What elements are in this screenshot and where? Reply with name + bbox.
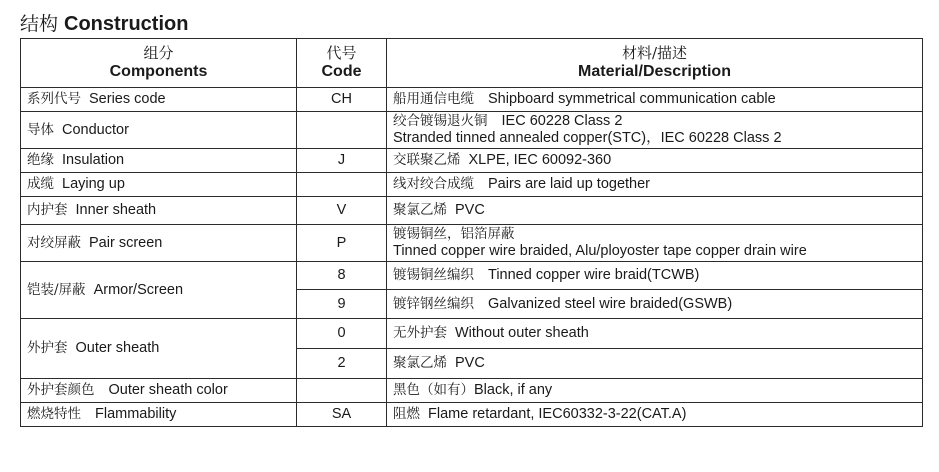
description-cell: [387, 173, 923, 197]
description-zh: 聚氯乙烯: [393, 202, 447, 218]
code-cell: 2: [297, 349, 387, 379]
description-zh: 镀锌钢丝编织: [393, 295, 474, 312]
description-cell: [387, 112, 923, 149]
description-zh: 绞合镀锡退火铜: [393, 113, 488, 129]
component-zh: 导体: [27, 121, 54, 138]
component-en: Laying up: [62, 176, 125, 192]
description-en: Without outer sheath: [455, 325, 589, 341]
component-zh: 燃烧特性: [27, 406, 81, 422]
table-row: [21, 88, 923, 112]
description-en: IEC 60228 Class 2: [501, 113, 623, 129]
table-row: [21, 319, 923, 349]
component-zh: 对绞屏蔽: [27, 234, 81, 251]
component-zh: 外护套: [27, 340, 68, 356]
component-en: Insulation: [62, 152, 125, 168]
description-cell: [387, 319, 923, 349]
description-en: Stranded tinned annealed copper(STC)，IEC 60228 Class 2: [393, 130, 782, 146]
section-title-en: Construction: [64, 13, 189, 35]
component-cell: [21, 262, 297, 319]
component-zh: 成缆: [27, 176, 54, 192]
component-cell: [21, 173, 297, 197]
description-en: Shipboard symmetrical communication cable: [488, 91, 776, 107]
code-cell: [297, 112, 387, 149]
component-cell: [21, 379, 297, 403]
section-title: [20, 12, 922, 36]
description-cell: [387, 149, 923, 173]
description-en: Pairs are laid up together: [488, 176, 651, 192]
code-cell: P: [297, 225, 387, 262]
component-en: Series code: [89, 91, 166, 107]
description-zh: 聚氯乙烯: [393, 355, 447, 371]
header-components: [21, 39, 297, 88]
header-components-en: Components: [109, 63, 208, 80]
component-cell: [21, 319, 297, 379]
description-zh: 船用通信电缆: [393, 91, 474, 107]
code-cell: 9: [297, 290, 387, 319]
header-material-zh: 材料/描述: [621, 44, 688, 62]
code-cell: [297, 379, 387, 403]
table-header-row: [21, 39, 923, 88]
description-cell: [387, 290, 923, 319]
description-zh: 镀锡铜丝编织: [393, 267, 474, 283]
code-cell: SA: [297, 403, 387, 427]
description-cell: [387, 262, 923, 290]
description-zh: 线对绞合成缆: [393, 176, 474, 192]
table-row: [21, 379, 923, 403]
code-cell: J: [297, 149, 387, 173]
header-material: [387, 39, 923, 88]
component-zh: 铠装/屏蔽: [27, 281, 86, 298]
construction-section: [20, 12, 922, 427]
description-cell: [387, 349, 923, 379]
construction-table: [20, 38, 923, 427]
description-cell: [387, 379, 923, 403]
section-title-zh: 结构: [20, 13, 59, 35]
component-cell: [21, 88, 297, 112]
header-material-en: Material/Description: [578, 63, 731, 80]
description-zh: 无外护套: [393, 325, 447, 341]
component-en: Armor/Screen: [93, 281, 184, 298]
table-row: [21, 149, 923, 173]
description-en: Flame retardant, IEC60332-3-22(CAT.A): [428, 406, 687, 422]
table-row: [21, 112, 923, 149]
description-cell: [387, 403, 923, 427]
component-en: Inner sheath: [75, 202, 157, 218]
component-en: Flammability: [95, 406, 177, 422]
code-cell: 0: [297, 319, 387, 349]
description-zh: 阻燃: [393, 406, 420, 422]
code-cell: V: [297, 197, 387, 225]
component-en: Pair screen: [89, 234, 163, 251]
description-zh: 黑色（如有）: [393, 382, 474, 398]
header-code-zh: 代号: [326, 44, 357, 62]
component-zh: 系列代号: [27, 91, 81, 107]
component-cell: [21, 403, 297, 427]
component-en: Conductor: [62, 121, 129, 138]
header-code-en: Code: [321, 63, 362, 80]
component-zh: 内护套: [27, 202, 68, 218]
table-row: [21, 197, 923, 225]
header-code: [297, 39, 387, 88]
component-cell: [21, 149, 297, 173]
table-row: [21, 403, 923, 427]
component-cell: [21, 112, 297, 149]
description-zh: 交联聚乙烯: [393, 152, 461, 168]
table-row: [21, 225, 923, 262]
code-cell: 8: [297, 262, 387, 290]
header-components-zh: 组分: [143, 44, 174, 62]
code-cell: [297, 173, 387, 197]
table-row: [21, 262, 923, 290]
description-zh: 镀锡铜丝，铝箔屏蔽: [393, 226, 515, 242]
component-cell: [21, 197, 297, 225]
description-cell: [387, 197, 923, 225]
component-zh: 外护套颜色: [27, 382, 95, 398]
description-en: PVC: [455, 355, 485, 371]
component-en: Outer sheath color: [108, 382, 228, 398]
description-en: XLPE, IEC 60092-360: [468, 152, 612, 168]
component-zh: 绝缘: [27, 152, 54, 168]
description-cell: [387, 88, 923, 112]
table-row: [21, 173, 923, 197]
description-cell: [387, 225, 923, 262]
description-en: Black, if any: [474, 382, 553, 398]
component-en: Outer sheath: [75, 340, 160, 356]
description-en: Tinned copper wire braid(TCWB): [488, 267, 700, 283]
component-cell: [21, 225, 297, 262]
description-en: Galvanized steel wire braided(GSWB): [488, 295, 733, 312]
code-cell: CH: [297, 88, 387, 112]
description-en: PVC: [455, 202, 485, 218]
description-en: Tinned copper wire braided, Alu/ployoster tape copper drain wire: [393, 243, 807, 259]
